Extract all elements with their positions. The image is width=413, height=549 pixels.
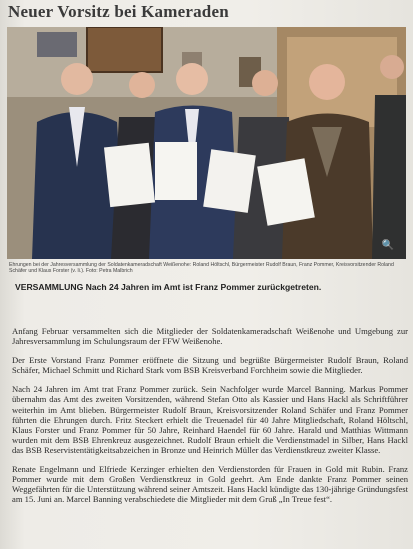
- magnifier-icon[interactable]: 🔍: [381, 240, 394, 251]
- article-subhead: VERSAMMLUNG Nach 24 Jahren im Amt ist Franz Pommer zurückgetreten.: [15, 282, 322, 292]
- paragraph: Der Erste Vorstand Franz Pommer eröffnete die Sitzung und begrüßte Bürgermeister Rudolf Braun, Roland Schäfer, Michael Schmitt und Richard Stark vom BSB Kreisverband Forchheim sowie die Mitglieder.: [12, 355, 408, 376]
- article-headline: Neuer Vorsitz bei Kameraden: [8, 2, 229, 21]
- photo-caption: Ehrungen bei der Jahresversammlung der Soldatenkameradschaft Weißenohe: Roland Höltschl, Bürgermeister Rudolf Braun, Franz Pommer, Kreisvorsitzender Roland Schäfer und Klaus Forster (v. li.). Foto: Petra Malbrich: [9, 262, 394, 275]
- paragraph: Renate Engelmann und Elfriede Kerzinger erhielten den Verdienstorden für Frauen in Gold mit Rubin. Franz Pommer wurde mit dem Großen Verdienstkreuz in Gold geehrt. Am Ende dankte Franz Pommer seinen Weggefährten für die Unterstützung während seiner Amtszeit. Hans Hackl kündigte das 130-jährige Gründungsfest am 15. Juni an. Marcel Banning verabschiedete die Mitglieder mit dem Gruß „In Treue fest“.: [12, 464, 408, 505]
- paragraph: Nach 24 Jahren im Amt trat Franz Pommer zurück. Sein Nachfolger wurde Marcel Banning. Markus Pommer übernahm das Amt des zweiten Vorsitzenden, während Stefan Otto als Kassier und Hans Hackl als Schriftführer weiterhin im Amt blieben. Bürgermeister Rudolf Braun, Kreisvorsitzender Roland Schäfer und Franz Pommer führten die Ehrungen durch. Fritz Steckert erhielt die Treuenadel für 40 Jahre Mitgliedschaft, Roland Höltschl, Klaus Forster und Franz Pommer für 50 Jahre, Reinhard Haendel für 60 Jahre. Harald und Matthias Wittmann wurden mit dem BSB Ehrenkreuz ausgezeichnet. Rudolf Braun erhielt die Verdienstmadel in Silber, Hans Hackl das BSB Reservistentätigkeitsabzeichen in Bronze und Heinrich Müller das Verdienstkreuz zweiter Klasse.: [12, 384, 408, 455]
- photo-illustration: [7, 27, 406, 259]
- paragraph: Anfang Februar versammelten sich die Mitglieder der Soldatenkameradschaft Weißenohe und Umgebung zur Jahresversammlung im Schulungsraum der FFW Weißenohe.: [12, 326, 408, 347]
- article-photo: [7, 27, 406, 259]
- article-body: [12, 326, 408, 513]
